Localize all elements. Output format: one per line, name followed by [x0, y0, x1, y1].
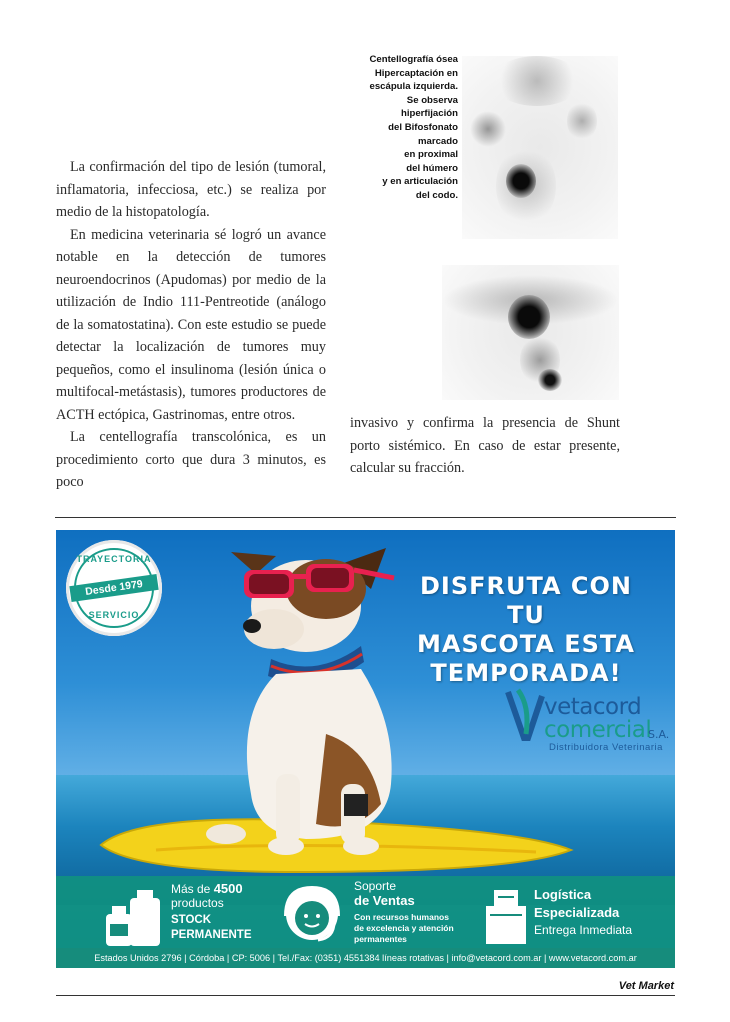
products-stock: STOCK [171, 914, 212, 926]
support-line3: Con recursos humanos [354, 912, 449, 922]
paragraph-3: La centellografía transcolónica, es un procedimiento corto que dura 3 minutos, es poco [56, 429, 326, 490]
vetacord-advertisement [56, 530, 675, 968]
scan-blob [492, 56, 582, 106]
scintigraphy-image-elbow [442, 265, 619, 400]
logistics-line3: Entrega Inmediata [534, 923, 633, 937]
caption-line: del codo. [415, 189, 458, 201]
logistics-line2: Especializada [534, 905, 620, 920]
scan-caption [340, 53, 458, 203]
scan-blob [538, 369, 562, 391]
dog-illustration [156, 534, 426, 864]
badge-ribbon: Desde 1979 [69, 574, 158, 602]
support-line1: Soporte [354, 879, 397, 893]
logistics-feature [534, 886, 664, 939]
paragraph-1: La confirmación del tipo de lesión (tumoral, inflamatoria, infecciosa, etc.) se realiza por medio de la histopatología. [56, 159, 326, 220]
scan-hotspot [506, 164, 536, 198]
scintigraphy-image-shoulder [462, 56, 618, 239]
products-count-line [171, 882, 281, 896]
vetacord-logo [504, 680, 670, 755]
section-divider [55, 517, 676, 518]
scan-blob [567, 101, 597, 141]
scan-blob [470, 111, 506, 147]
headline-line: TEMPORADA! [430, 659, 622, 687]
caption-line: escápula izquierda. [369, 81, 458, 93]
logistics-line1: Logística [534, 887, 592, 902]
logo-name: vetacord [544, 694, 642, 720]
products-prefix: Más de [171, 882, 211, 896]
vetacord-logo-icon [504, 686, 546, 744]
ad-headline [406, 572, 646, 688]
support-line4: de excelencia y atención [354, 923, 454, 933]
footer-rule [56, 995, 675, 996]
badge-bottom-text: SERVICIO [88, 610, 140, 620]
support-agent-icon [278, 882, 346, 948]
logo-suffix: S.A. [648, 728, 670, 741]
caption-line: Centellografía ósea [369, 54, 458, 65]
caption-line: hiperfijación [400, 108, 458, 120]
paragraph-2: En medicina veterinaria sé logró un avance notable en la detección de tumores neuroendocrinos (Apudomas) por medio de la utilización de Indio 111-Pentreotide (análogo de la somatostatina). Con este estudio se puede detectar la localización de tumores muy pequeños, como el insulinoma (lesión única o multifocal-metástasis), tumores productores de ACTH ectópica, Gastrinomas, entre otros. [56, 226, 326, 423]
support-feature [354, 880, 484, 945]
article-right-column [350, 412, 620, 480]
caption-line: y en articulación [382, 176, 458, 188]
support-line2: de Ventas [354, 893, 415, 908]
caption-line: en proximal [404, 149, 458, 161]
caption-line: marcado [418, 135, 458, 147]
headline-line: MASCOTA ESTA [417, 630, 635, 658]
badge-top-text: TRAYECTORIA [76, 554, 152, 564]
caption-line: Se observa [406, 94, 458, 106]
products-permanent: PERMANENTE [171, 929, 252, 941]
headline-line: DISFRUTA CON TU [419, 572, 633, 629]
logistics-box-icon [484, 884, 528, 946]
article-left-column [56, 156, 326, 494]
products-count: 4500 [213, 881, 243, 896]
caption-line: del Bifosfonato [388, 121, 458, 133]
caption-line: Hipercaptación en [374, 67, 458, 79]
publication-name: Vet Market [618, 980, 674, 992]
products-unit: productos [171, 896, 224, 910]
bottles-icon [104, 886, 164, 948]
support-line5: permanentes [354, 934, 407, 944]
ad-contact-footer: Estados Unidos 2796 | Córdoba | CP: 5006 | Tel./Fax: (0351) 4551384 líneas rotativas | info@vetacord.com.ar | www.vetacord.com.ar [56, 948, 675, 968]
logo-tagline: Distribuidora Veterinaria [549, 742, 663, 753]
paragraph-right: invasivo y confirma la presencia de Shunt porto sistémico. En caso de estar presente, calcular su fracción. [350, 415, 620, 476]
caption-line: del húmero [406, 162, 458, 174]
scan-hotspot [508, 295, 550, 339]
logo-name-2: comercial [544, 717, 652, 743]
products-feature [171, 882, 281, 943]
trayectoria-badge [66, 540, 162, 636]
